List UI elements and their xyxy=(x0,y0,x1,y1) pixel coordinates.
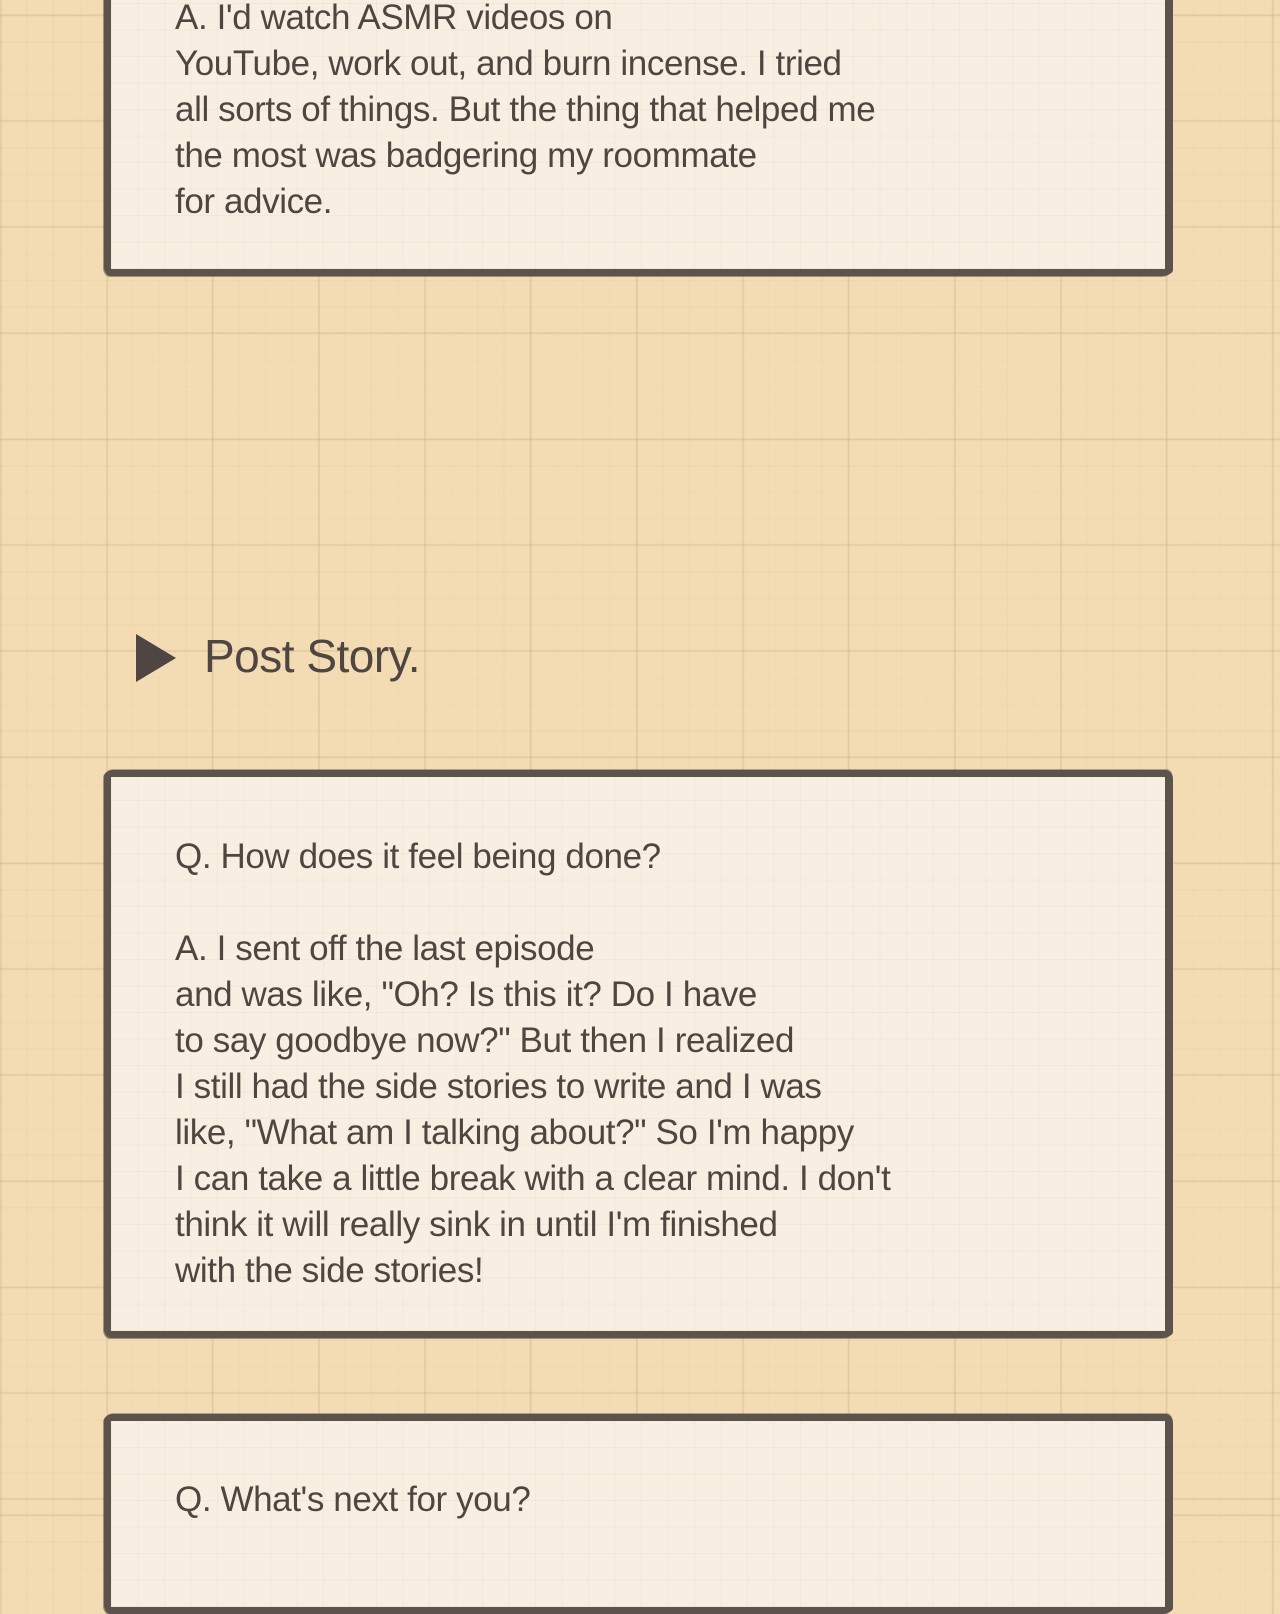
question-text: Q. What's next for you? xyxy=(175,1480,531,1519)
qa-card-next xyxy=(104,1414,1172,1614)
qa-card-previous xyxy=(104,0,1172,276)
play-triangle-icon xyxy=(136,634,176,682)
qa-card-being-done xyxy=(104,770,1172,1338)
question-text: Q. How does it feel being done? xyxy=(175,837,661,876)
section-title: Post Story. xyxy=(204,630,421,682)
qa-text-block xyxy=(175,834,890,1294)
answer-text: A. I'd watch ASMR videos on YouTube, work out, and burn incense. I tried all sorts of things. But the thing that helped me the most was badgering my roommate for advice. xyxy=(175,0,876,221)
section-heading xyxy=(136,626,420,686)
answer-text: A. I sent off the last episode and was like, "Oh? Is this it? Do I have to say goodbye now?" But then I realized I still had the side stories to write and I was like, "What am I talking about?" So I'm happy I can take a little break with a clear mind. I don't think it will really sink in until I'm finished with the side stories! xyxy=(175,929,891,1290)
